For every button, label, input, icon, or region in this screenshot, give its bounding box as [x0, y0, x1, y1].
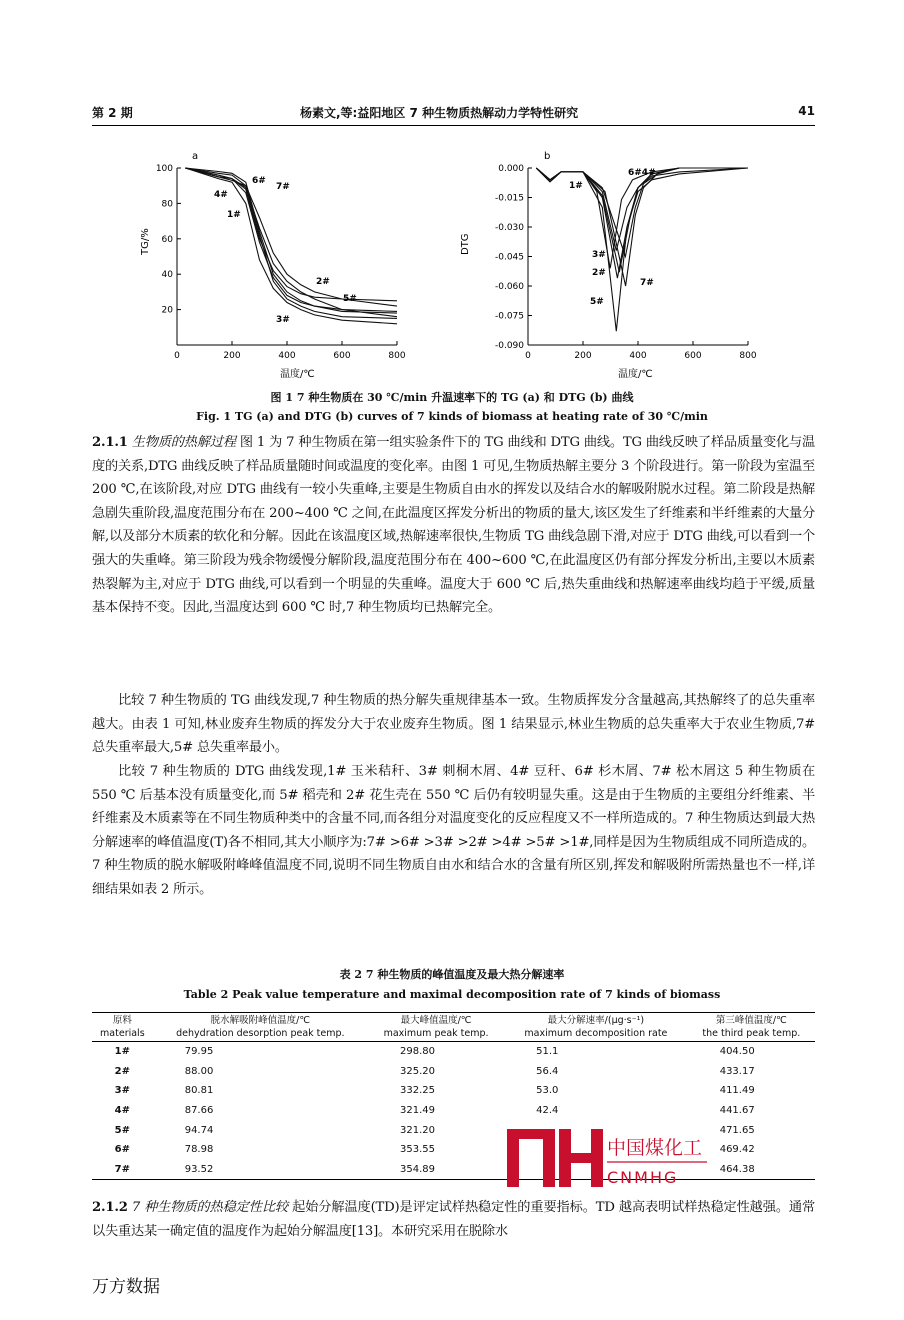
panel-b-label: b [544, 151, 551, 162]
table-cell: 1# [114, 1046, 131, 1058]
table-cell: 441.67 [719, 1105, 755, 1117]
tg-curve-label: 5# [343, 294, 357, 304]
table-cell: 2# [114, 1065, 131, 1077]
running-header [92, 104, 815, 124]
table-cell: 79.95 [184, 1046, 214, 1058]
dtg-y-tick-label: 0.000 [498, 164, 524, 174]
dtg-y-tick-label: -0.090 [494, 341, 524, 351]
running-title: 杨素文,等:益阳地区 7 种生物质热解动力学特性研究 [300, 106, 579, 120]
tg-curve-label: 1# [227, 210, 241, 220]
table-cell: 5# [114, 1124, 131, 1136]
watermark-en: CNMHG [607, 1168, 679, 1187]
paragraph-tg-compare: 比较 7 种生物质的 TG 曲线发现,7 种生物质的热分解失重规律基本一致。生物质挥发分含量越高,其热解终了的总失重率越大。由表 1 可知,林业废弃生物质的挥发分大于农业废弃生物质。图 1 结果显示,林业生物质的总失重率大于农业生物质,7# 总失重率最大,5# 总失重率最小。 [92, 693, 815, 756]
tg-curve-label: 6# [252, 176, 266, 186]
paragraph-2-1-1 [92, 431, 815, 620]
panel-a-ylabel: TG/% [140, 228, 151, 255]
table-row [92, 1062, 815, 1082]
table-cell: 7# [114, 1163, 131, 1175]
table-title-cn: 表 2 7 种生物质的峰值温度及最大热分解速率 [339, 968, 565, 981]
table-cell: 411.49 [719, 1085, 755, 1097]
table-cell: 464.38 [719, 1163, 755, 1175]
dtg-curve-label: 3# [592, 250, 606, 260]
dtg-x-tick-label: 800 [739, 351, 757, 361]
table-header: 脱水解吸附峰值温度/℃ dehydration desorption peak temp. [176, 1015, 345, 1039]
table-cell: 87.66 [184, 1105, 214, 1117]
section-number: 2.1.2 [92, 1200, 128, 1215]
panel-a [140, 151, 406, 380]
section-number: 2.1.1 [92, 435, 128, 450]
dtg-x-tick-label: 0 [525, 351, 531, 361]
table-cell: 53.0 [536, 1085, 559, 1097]
table-cell: 433.17 [719, 1065, 755, 1077]
tg-x-tick-label: 800 [388, 351, 406, 361]
tg-x-tick-label: 600 [333, 351, 351, 361]
tg-y-tick-label: 60 [161, 234, 173, 245]
dtg-curve-label: 7# [640, 278, 654, 288]
section-title: 生物质的热解过程 [131, 435, 236, 450]
tg-y-tick-label: 20 [161, 305, 173, 316]
table-cell: 80.81 [184, 1085, 214, 1097]
table-cell: 321.49 [400, 1105, 435, 1117]
dtg-y-tick-label: -0.015 [494, 193, 524, 204]
watermark-logo [507, 1126, 729, 1190]
table-cell: 332.25 [400, 1085, 435, 1097]
tg-y-tick-label: 40 [161, 270, 173, 281]
tg-x-tick-label: 200 [223, 351, 241, 361]
dtg-y-tick-label: -0.030 [494, 223, 524, 233]
table-cell: 93.52 [184, 1163, 214, 1175]
dtg-x-tick-label: 400 [629, 351, 647, 361]
table-cell: 78.98 [184, 1144, 214, 1156]
table-header: 最大峰值温度/℃ maximum peak temp. [383, 1015, 489, 1039]
table-cell: 94.74 [184, 1124, 214, 1136]
tg-y-tick-label: 80 [161, 199, 173, 210]
figure-1 [0, 145, 904, 385]
table-cell: 298.80 [400, 1046, 435, 1058]
table-cell: 42.4 [536, 1105, 559, 1117]
table-cell: 6# [114, 1144, 131, 1156]
dtg-y-tick-label: -0.075 [494, 311, 524, 322]
table-cell: 56.4 [536, 1065, 559, 1077]
tg-curve-label: 2# [316, 277, 330, 287]
table-header: 最大分解速率/(μg·s⁻¹) maximum decomposition rate [524, 1015, 668, 1039]
dtg-curve-label: 5# [590, 297, 604, 307]
paragraph-dtg-compare: 比较 7 种生物质的 DTG 曲线发现,1# 玉米秸秆、3# 刺桐木屑、4# 豆秆、6# 杉木屑、7# 松木屑这 5 种生物质在 550 ℃ 后基本没有质量变化,而 5# 稻壳和 2# 花生壳在 550 ℃ 后仍有较明显失重。这是由于生物质的主要组分纤维素、半纤维素及木质素等在不同生物质种类中的含量不同,而各组分对温度变化的反应程度又不一样所造成的。7 种生物质达到最大热分解速率的峰值温度(T)各不相同,其大小顺序为:7# >6# >3# >2# >4# >5# >1#,同样是因为生物质组成不同所造成的。7 种生物质的脱水解吸附峰峰值温度不同,说明不同生物质自由水和结合水的含量有所区别,挥发和解吸附所需热量也不一样,详细结果如表 2 所示。 [92, 764, 815, 897]
tg-y-tick-label: 100 [155, 164, 173, 174]
table-cell: 471.65 [719, 1124, 755, 1136]
table-cell: 469.42 [719, 1144, 755, 1156]
paragraph-text: 图 1 为 7 种生物质在第一组实验条件下的 TG 曲线和 DTG 曲线。TG 曲线反映了样品质量变化与温度的关系,DTG 曲线反映了样品质量随时间或温度的变化率。由图 1 可见,生物质热解主要分 3 个阶段进行。第一阶段为室温至 200 ℃,在该阶段,对应 DTG 曲线有一较小失重峰,主要是生物质自由水的挥发以及结合水的解吸附脱水过程。第二阶段是热解急剧失重阶段,温度范围分布在 200~400 ℃ 之间,在此温度区挥发分析出的物质的量大,该区发生了纤维素和半纤维素的大量分解,以及部分木质素的软化和分解。因此在该温度区域,热解速率很快,生物质 TG 曲线急剧下滑,对应于 DTG 曲线,可以看到一个强大的失重峰。第三阶段为残余物缓慢分解阶段,温度范围分布在 400~600 ℃,在此温度区仍有部分挥发分析出,主要以木质素热裂解为主,对应于 DTG 曲线,可以看到一个明显的失重峰。温度大于 600 ℃ 后,热失重曲线和热解速率曲线均趋于平缓,质量基本保持不变。因此,当温度达到 600 ℃ 时,7 种生物质均已热解完全。 [92, 435, 815, 616]
table-cell: 321.20 [400, 1124, 435, 1136]
table-cell: 353.55 [400, 1144, 435, 1156]
header-rule [92, 125, 815, 126]
tg-series-1 [185, 168, 397, 301]
table-row [92, 1101, 815, 1121]
dtg-x-tick-label: 200 [574, 351, 592, 361]
page-number: 41 [798, 104, 815, 118]
figure-caption-cn: 图 1 7 种生物质在 30 ℃/min 升温速率下的 TG (a) 和 DTG (b) 曲线 [270, 391, 634, 404]
tg-curve-label: 3# [276, 315, 290, 325]
table-row [92, 1042, 815, 1062]
table-cell: 88.00 [184, 1065, 214, 1077]
panel-b-ylabel: DTG [460, 233, 471, 255]
table-title-en: Table 2 Peak value temperature and maximal decomposition rate of 7 kinds of biomass [183, 988, 721, 1001]
tg-curve-label: 4# [214, 190, 228, 200]
tg-curve-label: 7# [276, 182, 290, 192]
table-header: 原料 materials [100, 1015, 145, 1039]
dtg-y-tick-label: -0.060 [494, 282, 524, 292]
panel-b-xlabel: 温度/℃ [618, 369, 653, 380]
table-header: 第三峰值温度/℃ the third peak temp. [702, 1015, 801, 1039]
table-cell: 354.89 [400, 1163, 435, 1175]
table-cell: 404.50 [719, 1046, 755, 1058]
tg-x-tick-label: 0 [174, 351, 180, 361]
panel-a-xlabel: 温度/℃ [280, 369, 315, 380]
section-title: 7 种生物质的热稳定性比较 [131, 1200, 289, 1215]
table-cell: 4# [114, 1105, 131, 1117]
dtg-curve-label: 2# [592, 268, 606, 278]
table-cell: 51.1 [536, 1046, 559, 1058]
table-row [92, 1081, 815, 1101]
table-header-row [92, 1013, 815, 1042]
table-cell: 3# [114, 1085, 131, 1097]
table-cell: 325.20 [400, 1065, 435, 1077]
figure-caption-en: Fig. 1 TG (a) and DTG (b) curves of 7 kinds of biomass at heating rate of 30 ℃/min [196, 410, 708, 423]
panel-b [460, 151, 757, 380]
issue-label: 第 2 期 [92, 106, 133, 120]
dtg-y-tick-label: -0.045 [494, 252, 524, 263]
panel-a-label: a [192, 151, 199, 162]
dtg-x-tick-label: 600 [684, 351, 702, 361]
footer-source: 万方数据 [92, 1277, 160, 1297]
paragraph-text: 起始分解温度(TD)是评定试样热稳定性的重要指标。TD 越高表明试样热稳定性越强。通常以失重达某一确定值的温度作为起始分解温度[13]。本研究采用在脱除水 [92, 1200, 816, 1239]
tg-x-tick-label: 400 [278, 351, 296, 361]
dtg-curve-label: 1# [569, 181, 583, 191]
paragraph-2-1-2 [92, 1196, 815, 1243]
tg-series-2 [185, 168, 397, 306]
dtg-curve-label: 6#4# [628, 168, 656, 178]
watermark-cn: 中国煤化工 [607, 1137, 703, 1159]
